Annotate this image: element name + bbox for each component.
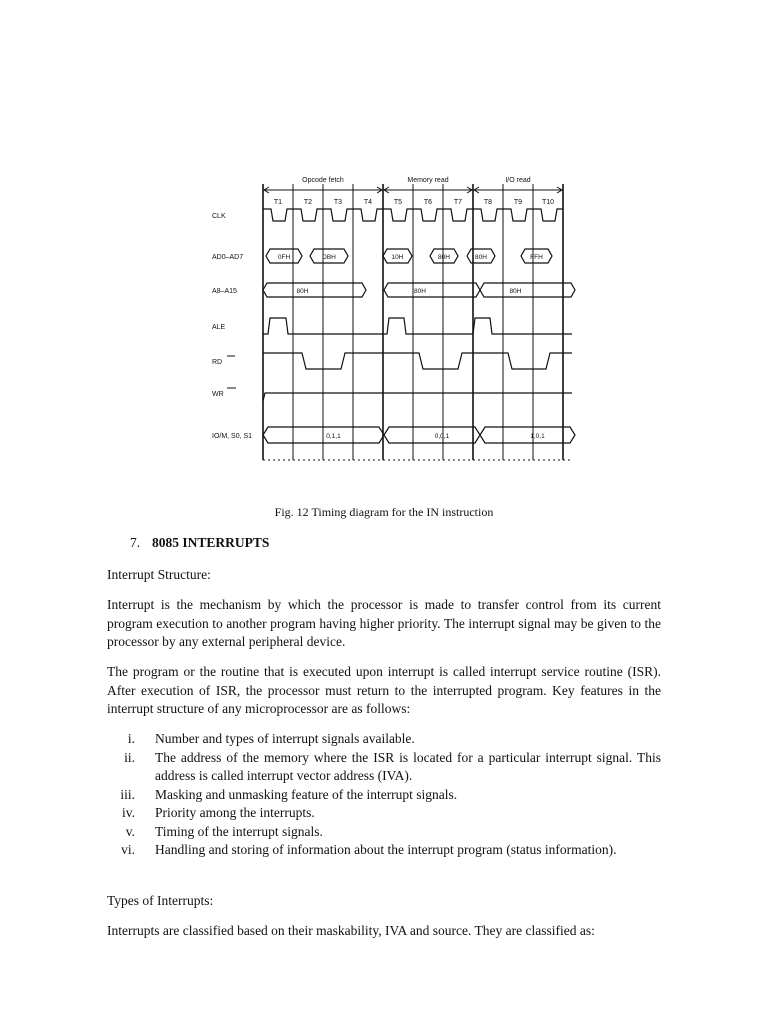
address-box: [263, 283, 366, 297]
t-state-label: T1: [273, 199, 283, 206]
list-item: [107, 730, 661, 749]
address-box: [480, 283, 575, 297]
list-item: [107, 841, 661, 860]
timing-diagram: [190, 160, 590, 470]
status-label: 0,1,1: [326, 433, 341, 440]
address-label: 80H: [414, 288, 426, 295]
types-of-interrupts-label: Types of Interrupts:: [107, 893, 214, 908]
section-heading: [130, 535, 269, 551]
cycle-label: I/O read: [505, 177, 531, 184]
status-box: [384, 427, 480, 443]
list-item-text: Handling and storing of information about the interrupt program (status information).: [155, 842, 617, 857]
list-item-text: The address of the memory where the ISR is located for a particular interrupt signal. This address is called interrupt vector address (IVA).: [155, 749, 661, 783]
rd-waveform: [263, 353, 572, 369]
list-item-text: Priority among the interrupts.: [155, 805, 315, 820]
list-item-text: Number and types of interrupt signals available.: [155, 731, 415, 746]
section-number: 7.: [130, 535, 141, 550]
signal-label-iom-s0-s1: IO/M, S0, S1: [212, 433, 253, 440]
address-box: [384, 283, 480, 297]
list-marker: i.: [127, 731, 135, 746]
t-state-label: T4: [363, 199, 373, 206]
bus-data-label: 0FH: [277, 254, 291, 261]
ale-waveform: [263, 318, 572, 334]
list-marker: vi.: [121, 842, 135, 857]
list-item: [107, 823, 661, 842]
t-state-label: T3: [333, 199, 343, 206]
cycle-label: Opcode fetch: [302, 177, 344, 184]
t-state-label: T9: [513, 199, 523, 206]
signal-label-rd: RD: [212, 359, 223, 366]
signal-label-a8-a15: A8–A15: [212, 288, 237, 295]
features-list: [107, 730, 661, 860]
list-item: [107, 804, 661, 823]
section-title: 8085 INTERRUPTS: [152, 535, 270, 550]
t-state-label: T8: [483, 199, 493, 206]
signal-label-wr: WR: [212, 391, 224, 398]
t-state-label: T2: [303, 199, 313, 206]
t-state-label: T6: [423, 199, 433, 206]
bus-data-label: DBH: [322, 254, 336, 261]
list-item: [107, 749, 661, 786]
signal-label-ad0-ad7: AD0–AD7: [212, 254, 244, 261]
isr-paragraph: The program or the routine that is executed upon interrupt is called interrupt service routine (ISR). After execution of ISR, the processor must return to the interrupted program. Key features in the interrupt structure of any microprocessor are as follows:: [107, 664, 661, 716]
signal-label-clk: CLK: [212, 213, 226, 220]
address-label: 80H: [509, 288, 522, 295]
list-marker: v.: [125, 823, 135, 839]
list-item-text: Timing of the interrupt signals.: [155, 823, 323, 839]
list-marker: iii.: [120, 786, 135, 802]
wr-waveform: [263, 393, 572, 401]
cycle-label: Memory read: [407, 177, 449, 184]
bus-data-label: 10H: [391, 254, 404, 261]
bus-data-label: 80H: [438, 254, 450, 261]
t-state-label: T10: [541, 199, 555, 206]
figure-caption: Fig. 12 Timing diagram for the IN instruction: [274, 505, 494, 519]
list-item: [107, 786, 661, 805]
address-label: 80H: [296, 288, 309, 295]
bus-data-label: 80H: [475, 254, 487, 261]
list-marker: iv.: [122, 805, 135, 820]
signal-label-ale: ALE: [212, 324, 226, 331]
t-state-label: T7: [453, 199, 463, 206]
interrupt-intro-paragraph: Interrupt is the mechanism by which the processor is made to transfer control from its current program execution to another program having higher priority. The interrupt signal may be given to the processor by any external peripheral device.: [107, 597, 661, 649]
t-state-label: T5: [393, 199, 403, 206]
status-label: 1,0,1: [530, 433, 545, 440]
list-item-text: Masking and unmasking feature of the interrupt signals.: [155, 786, 458, 802]
classification-paragraph: Interrupts are classified based on their maskability, IVA and source. They are classified as:: [107, 923, 595, 938]
status-box: [480, 427, 575, 443]
interrupt-structure-label: Interrupt Structure:: [107, 567, 211, 582]
status-label: 0,0,1: [434, 433, 450, 440]
bus-data-label: FFH: [530, 254, 543, 261]
list-marker: ii.: [124, 749, 135, 765]
